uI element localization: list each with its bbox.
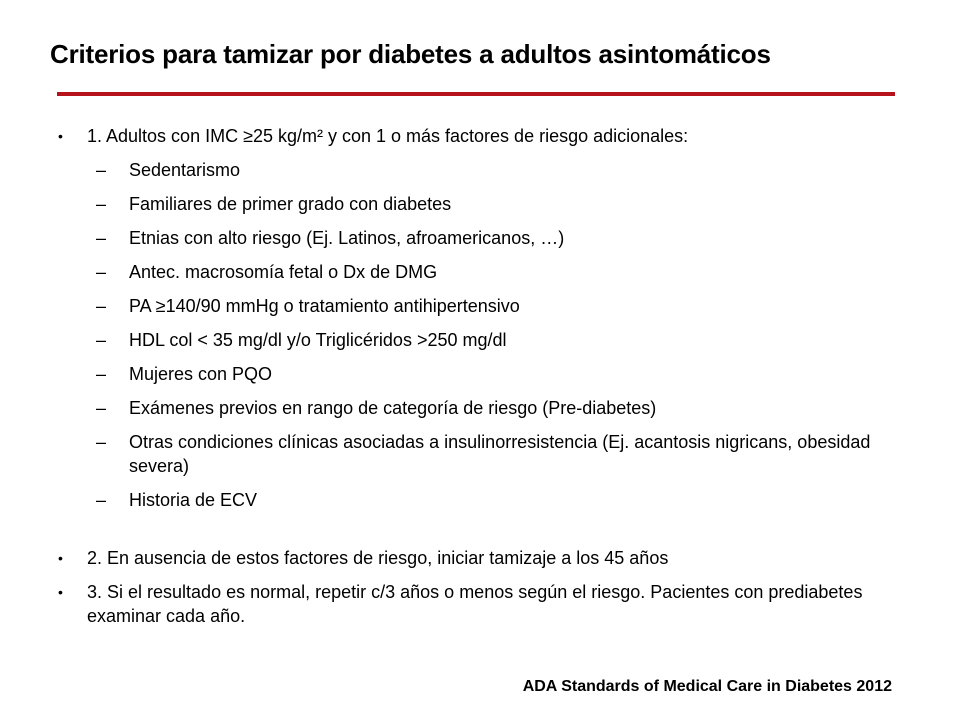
dash-icon: – <box>96 160 107 180</box>
dash-icon: – <box>96 262 107 282</box>
dash-icon: – <box>96 432 107 452</box>
risk-factor-item <box>58 430 908 478</box>
bullet-icon: • <box>58 550 63 566</box>
dash-icon: – <box>96 330 107 350</box>
source-citation: ADA Standards of Medical Care in Diabetes 2012 <box>522 678 892 695</box>
risk-factor-text: Sedentarismo <box>129 160 241 180</box>
bullet-icon: • <box>58 584 63 600</box>
risk-factor-text: Etnias con alto riesgo (Ej. Latinos, afroamericanos, …) <box>129 228 565 248</box>
dash-icon: – <box>96 398 107 418</box>
bullet-point-2 <box>58 546 908 570</box>
risk-factor-item <box>58 226 908 250</box>
dash-icon: – <box>96 228 107 248</box>
bullet-point-3 <box>58 580 908 628</box>
criteria-list <box>58 124 908 638</box>
risk-factor-text: Mujeres con PQO <box>129 364 273 384</box>
list-spacer <box>58 522 908 546</box>
bullet-point-3-text: 3. Si el resultado es normal, repetir c/3 años o menos según el riesgo. Pacientes con prediabetes examinar cada año. <box>87 582 863 626</box>
risk-factor-text: Otras condiciones clínicas asociadas a insulinorresistencia (Ej. acantosis nigricans, obesidad severa) <box>129 432 871 476</box>
risk-factor-item <box>58 158 908 182</box>
risk-factor-text: Antec. macrosomía fetal o Dx de DMG <box>129 262 438 282</box>
bullet-icon: • <box>58 128 63 144</box>
dash-icon: – <box>96 364 107 384</box>
risk-factor-item <box>58 488 908 512</box>
risk-factor-item <box>58 260 908 284</box>
bullet-point-1 <box>58 124 908 148</box>
slide-title: Criterios para tamizar por diabetes a adultos asintomáticos <box>50 39 771 69</box>
bullet-point-2-text: 2. En ausencia de estos factores de riesgo, iniciar tamizaje a los 45 años <box>87 548 669 568</box>
risk-factor-item <box>58 294 908 318</box>
risk-factor-text: Historia de ECV <box>129 490 258 510</box>
risk-factor-item <box>58 192 908 216</box>
risk-factor-item <box>58 362 908 386</box>
risk-factor-item <box>58 396 908 420</box>
dash-icon: – <box>96 490 107 510</box>
bullet-point-1-text: 1. Adultos con IMC ≥25 kg/m² y con 1 o más factores de riesgo adicionales: <box>87 126 689 146</box>
risk-factor-item <box>58 328 908 352</box>
risk-factor-text: Exámenes previos en rango de categoría de riesgo (Pre-diabetes) <box>129 398 657 418</box>
dash-icon: – <box>96 296 107 316</box>
title-underline <box>57 92 895 96</box>
risk-factor-text: Familiares de primer grado con diabetes <box>129 194 452 214</box>
risk-factor-text: PA ≥140/90 mmHg o tratamiento antihipertensivo <box>129 296 520 316</box>
risk-factor-text: HDL col < 35 mg/dl y/o Triglicéridos >250 mg/dl <box>129 330 507 350</box>
dash-icon: – <box>96 194 107 214</box>
